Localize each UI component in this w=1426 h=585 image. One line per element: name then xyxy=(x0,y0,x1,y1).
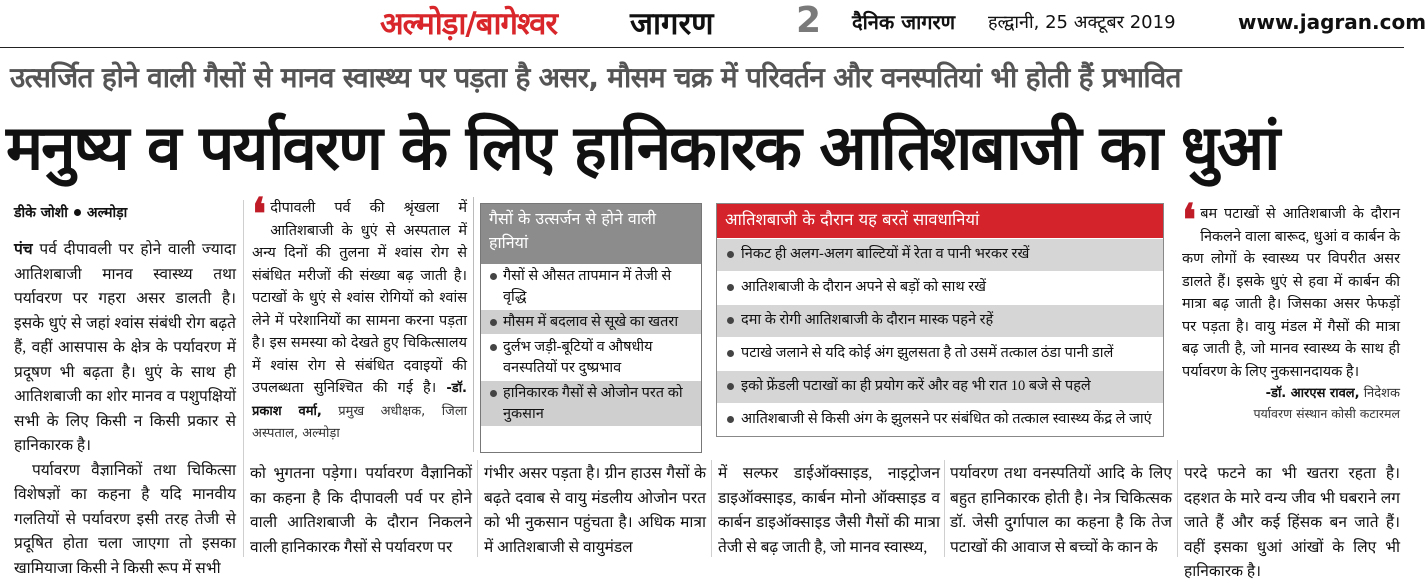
website-url: www.jagran.com xyxy=(1238,10,1426,34)
quote-mark-icon: ❛ xyxy=(252,189,267,240)
sub-headline: उत्सर्जित होने वाली गैसों से मानव स्वास्थ्य पर पड़ता है असर, मौसम चक्र में परिवर्तन और वनस्पतियां भी होती हैं प्रभावित xyxy=(10,61,1181,94)
paragraph-1-text: पर्व दीपावली पर होने वाली ज्यादा आतिशबाजी मानव स्वास्थ्य तथा पर्यावरण पर गहरा असर डालती है। इसके धुएं से जहां श्वांस संबंधी रोग बढ़ते हैं, वहीं आसपास के क्षेत्र के पर्यावरण में प्रदूषण भी बढ़ता है। धुएं के साथ ही आतिशबाजी का शोर मानव व पशुपक्षियों सभी के लिए किसी न किसी प्रकार से हानिकारक है। xyxy=(14,241,237,454)
quote-institute: पर्यावरण संस्थान कोसी कटारमल xyxy=(1253,406,1400,421)
gas-item: गैसों से औसत तापमान में तेजी से वृद्धि xyxy=(481,264,701,310)
byline-author: डीके जोशी xyxy=(14,205,68,221)
main-headline: मनुष्य व पर्यावरण के लिए हानिकारक आतिशबाजी का धुआं xyxy=(6,111,1279,184)
precautions-box xyxy=(716,203,1164,437)
date-line: हल्द्वानी, 25 अक्टूबर 2019 xyxy=(988,12,1176,33)
quote-text: बम पटाखों से आतिशबाजी के दौरान निकलने वाला बारूद, धुआं व कार्बन के कण लोगों के स्वास्थ्य पर विपरीत असर डालते हैं। इसके धुएं से हवा में कार्बन की मात्रा बढ़ जाती है। जिसका असर फेफड़ों पर पड़ता है। वायु मंडल में गैसों की मात्रा बढ़ जाती है, जो मानव स्वास्थ्य के साथ ही पर्यावरण के लिए नुकसानदायक है। xyxy=(1182,206,1400,380)
column-divider xyxy=(477,460,478,557)
edition-name: अल्मोड़ा/बागेश्वर xyxy=(380,6,558,42)
precaution-item: इको फ्रेंडली पटाखों का ही प्रयोग करें और वह भी रात 10 बजे से पहले xyxy=(717,370,1163,403)
precaution-item: पटाखे जलाने से यदि कोई अंग झुलसता है तो उसमें तत्काल ठंडा पानी डालें xyxy=(717,337,1163,370)
page-number: 2 xyxy=(796,0,822,41)
quote-box-doctor xyxy=(252,189,474,452)
masthead-rule xyxy=(0,47,1404,48)
quote-designation: निदेशक xyxy=(1363,386,1400,401)
precaution-item: दमा के रोगी आतिशबाजी के दौरान मास्क पहने रहें xyxy=(717,304,1163,337)
article-column-1 xyxy=(14,238,237,577)
brand-name: जागरण xyxy=(630,6,714,42)
gas-item: हानिकारक गैसों से ओजोन परत को नुकसान xyxy=(481,381,701,427)
column-divider xyxy=(711,460,712,557)
column-divider xyxy=(243,200,244,557)
article-paragraph-2: पर्यावरण वैज्ञानिकों तथा चिकित्सा विशेषज्ञों का कहना है यदि मानवीय गलतियों से पर्यावरण इसी तरह तेजी से प्रदूषित होता चला जाएगा तो इसका खामियाजा किसी ने किसी रूप में सभी xyxy=(14,461,236,577)
precaution-item: आतिशबाजी से किसी अंग के झुलसने पर संबंधित को तत्काल स्वास्थ्य केंद्र ले जाएं xyxy=(717,403,1163,436)
precaution-item: आतिशबाजी के दौरान अपने से बड़ों को साथ रखें xyxy=(717,271,1163,304)
gas-box-heading: गैसों के उत्सर्जन से होने वाली हानियां xyxy=(481,204,701,264)
quote-attribution xyxy=(1182,383,1400,404)
article-column-2: को भुगतना पड़ेगा। पर्यावरण वैज्ञानिकों का कहना है कि दीपावली पर्व पर होने वाली आतिशबाजी के दौरान निकलने वाली हानिकारक गैसों से पर्यावरण पर xyxy=(250,465,472,556)
byline-place: अल्मोड़ा xyxy=(86,205,128,221)
byline xyxy=(14,203,127,222)
article-paragraph-1 xyxy=(14,238,236,459)
gas-item: मौसम में बदलाव से सूखे का खतरा xyxy=(481,310,701,335)
column-divider xyxy=(1177,460,1178,557)
article-column-3: गंभीर असर पड़ता है। ग्रीन हाउस गैसों के बढ़ते दवाब से वायु मंडलीय ओजोन परत को भी नुकसान पहुंचता है। अधिक मात्रा में आतिशबाजी से वायुमंडल xyxy=(484,465,706,556)
quote-designation: प्रमुख अधीक्षक, जिला अस्पताल, अल्मोड़ा xyxy=(252,403,467,441)
quote-text: दीपावली पर्व की श्रृंखला में आतिशबाजी के धुएं से अस्पताल में अन्य दिनों की तुलना में श्वांस रोग से संबंधित मरीजों की संख्या बढ़ जाती है। पटाखों के धुएं से श्वांस रोगियों को श्वांस लेने में परेशानियों का सामना करना पड़ता है। इस समस्या को देखते हुए चिकित्सालय में श्वांस रोग से संबंधित दवाइयों की उपलब्धता सुनिश्चित की गई है। xyxy=(252,200,467,396)
precaution-item: निकट ही अलग-अलग बाल्टियों में रेता व पानी भरकर रखें xyxy=(717,238,1163,271)
quote-box-scientist xyxy=(1176,195,1400,453)
article-column-5: पर्यावरण तथा वनस्पतियों आदि के लिए बहुत हानिकारक होती है। नेत्र चिकित्सक डॉ. जेसी दुर्गापाल का कहना है कि तेज पटाखों की आवाज से बच्चों के कान के xyxy=(950,465,1172,556)
masthead xyxy=(0,0,1426,48)
column-divider xyxy=(944,460,945,557)
article-column-6: परदे फटने का भी खतरा रहता है। दहशत के मारे वन्य जीव भी घबराने लग जाते हैं और कई हिंसक बन जाते हैं। वहीं इसका धुआं आंखों के लिए भी हानिकारक है। xyxy=(1184,465,1400,580)
lead-word: पंच xyxy=(14,241,33,258)
gas-harms-box xyxy=(480,203,702,453)
quote-author: -डॉ. आरएस रावल, xyxy=(1265,386,1360,401)
bullet-icon xyxy=(74,209,81,216)
gas-item: दुर्लभ जड़ी-बूटियों व औषधीय वनस्पतियों पर दुष्प्रभाव xyxy=(481,335,701,381)
quote-mark-icon: ❛ xyxy=(1182,195,1197,246)
paper-name: दैनिक जागरण xyxy=(852,10,956,34)
precautions-heading: आतिशबाजी के दौरान यह बरतें सावधानियां xyxy=(717,204,1163,238)
quote-author: -डॉ. प्रकाश वर्मा, xyxy=(252,381,467,419)
article-column-4: में सल्फर डाईऑक्साइड, नाइट्रोजन डाइऑक्साइड, कार्बन मोनो ऑक्साइड व कार्बन डाइऑक्साइड जैसी गैसों की मात्रा तेजी से बढ़ जाती है, जो मानव स्वास्थ्य, xyxy=(718,465,940,556)
